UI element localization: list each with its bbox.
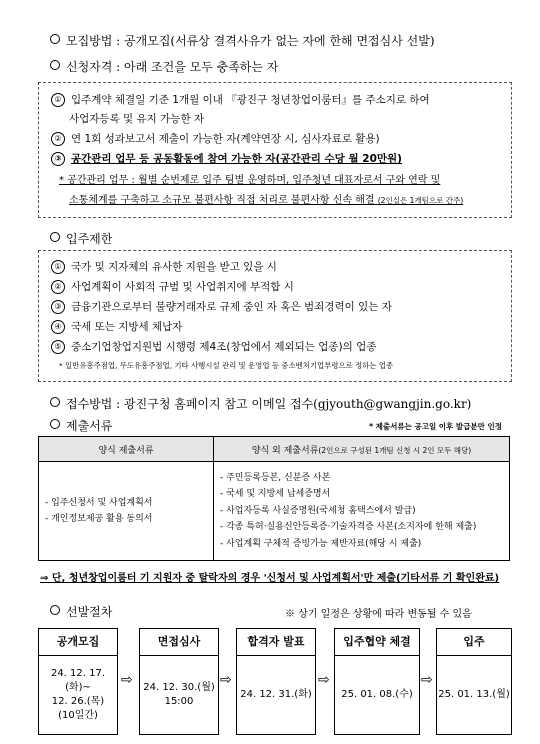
- table-header-forms: 양식 제출서류: [39, 437, 214, 462]
- step-date: 25. 01. 13.(월): [438, 689, 510, 700]
- step-title: 공개모집: [39, 629, 117, 656]
- eligibility-note-cont: 소통체계를 구축하고 소규모 불편사항 직접 처리로 불편사항 신속 해결 (2인실은 1개팀으로 간주): [69, 195, 464, 206]
- restriction-item-4: ④ 국세 또는 지방세 체납자: [51, 319, 182, 334]
- restriction-item-5: ⑤ 중소기업창업지원법 시행령 제4조(창업에서 제외되는 업종)의 업종: [51, 339, 376, 354]
- right-arrow-icon: ⇨: [421, 672, 433, 688]
- eligibility-note: * 공간관리 업무 : 월별 순번제로 입주 팀별 운영하며, 입주청년 대표자로서 구와 연락 및: [59, 175, 441, 186]
- section-restrictions: 입주제한: [50, 230, 112, 247]
- step-date: 24. 12. 30.(월) 15:00: [143, 682, 215, 707]
- section-recruitment-method: 모집방법 : 공개모집(서류상 결격사유가 없는 자에 한해 면접심사 선발): [50, 32, 435, 49]
- table-row: [39, 462, 510, 561]
- right-arrow-icon: ⇨: [121, 672, 133, 688]
- table-header-row: [39, 437, 510, 462]
- step-box: [436, 628, 512, 735]
- step-date: 24. 12. 17.(화)~ 12. 26.(목) (10일간): [50, 668, 106, 721]
- step-title: 합격자 발표: [237, 629, 315, 656]
- form-documents-cell: - 입주신청서 및 사업계획서 - 개인정보제공 활용 동의서: [39, 462, 214, 561]
- step-box: [236, 628, 316, 735]
- eligibility-item-1-cont: 사업자등록 및 유지 가능한 자: [69, 113, 205, 125]
- eligibility-item-1: ① 입주계약 체결일 기준 1개월 이내 『광진구 청년창업이룸터』를 주소지로 하여: [51, 92, 430, 107]
- circle-bullet-icon: [50, 419, 60, 429]
- right-arrow-icon: ⇨: [318, 672, 330, 688]
- eligibility-item-3: ③ 공간관리 업무 등 공동활동에 참여 가능한 자(공간관리 수당 월 20만원): [51, 151, 402, 166]
- circle-bullet-icon: [50, 34, 60, 44]
- eligibility-item-2: ② 연 1회 성과보고서 제출이 가능한 자(계약연장 시, 심사자료로 활용): [51, 131, 380, 146]
- other-documents-cell: - 주민등록등본, 신분증 사본 - 국세 및 지방세 납세증명서 - 사업자등록 사실증명원(국세청 홈택스에서 발급) - 각종 특허·실용신안등록증·기술자격증 사본(소지자에 한해 제출) - 사업계획 구체적 증빙가능 제반자료(해당 시 제출): [214, 462, 510, 561]
- circle-bullet-icon: [50, 605, 60, 615]
- documents-note: * 제출서류는 공고일 이후 발급분만 인정: [369, 422, 502, 431]
- documents-table: [38, 436, 510, 561]
- step-date: 24. 12. 31.(화): [240, 689, 312, 700]
- step-box: [139, 628, 219, 735]
- circle-bullet-icon: [50, 397, 60, 407]
- schedule-note: ※ 상기 일정은 상황에 따라 변동될 수 있음: [285, 609, 472, 620]
- restriction-item-3: ③ 금융기관으로부터 불량거래자로 규제 중인 자 혹은 범죄경력이 있는 자: [51, 299, 392, 314]
- section-selection-process: 선발절차: [50, 603, 112, 620]
- table-header-other: 양식 외 제출서류(2인으로 구성된 1개팀 신청 시 2인 모두 해당): [214, 437, 510, 462]
- restriction-note: * 일반유흥주점업, 무도유흥주점업, 기타 사행시설 관리 및 운영업 등 중소벤처기업부령으로 정하는 업종: [59, 361, 394, 370]
- step-box: [334, 628, 420, 735]
- eligibility-box: [38, 82, 512, 218]
- section-application-method: 접수방법 : 광진구청 홈페이지 참고 이메일 접수(gjyouth@gwangjin.go.kr): [50, 395, 471, 412]
- restrictions-box: [38, 250, 512, 382]
- reapplicant-notice: ⇒ 단, 청년창업이룸터 기 지원자 중 탈락자의 경우 '신청서 및 사업계획서'만 제출(기타서류 기 확인완료): [40, 573, 500, 584]
- circle-bullet-icon: [50, 60, 60, 70]
- section-documents: 제출서류: [50, 417, 112, 434]
- restriction-item-1: ① 국가 및 지자체의 유사한 지원을 받고 있을 시: [51, 259, 277, 274]
- restriction-item-2: ② 사업계획이 사회적 규범 및 사업취지에 부적합 시: [51, 279, 294, 294]
- step-title: 입주: [437, 629, 511, 656]
- step-box: [38, 628, 118, 735]
- step-title: 면접심사: [140, 629, 218, 656]
- circle-bullet-icon: [50, 232, 60, 242]
- step-title: 입주협약 체결: [335, 629, 419, 656]
- step-date: 25. 01. 08.(수): [341, 689, 413, 700]
- right-arrow-icon: ⇨: [220, 672, 232, 688]
- section-eligibility: 신청자격 : 아래 조건을 모두 충족하는 자: [50, 58, 278, 75]
